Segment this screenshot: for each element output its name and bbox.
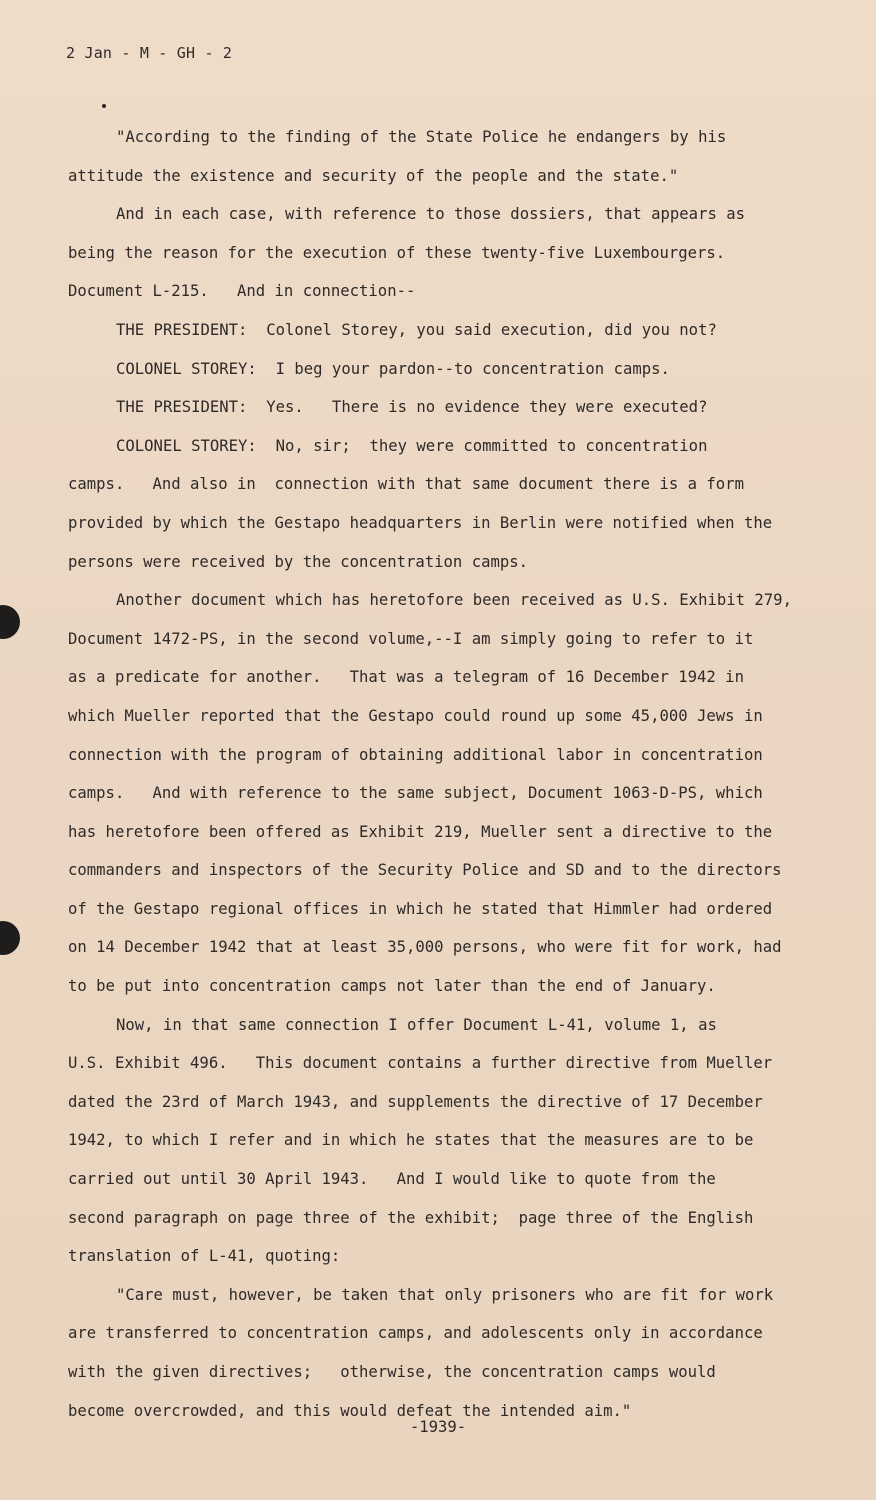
text-line: camps. And with reference to the same subject, Document 1063-D-PS, which — [68, 784, 763, 803]
text-line: Another document which has heretofore been received as U.S. Exhibit 279, — [116, 591, 792, 610]
quoted-text-line: are transferred to concentration camps, and adolescents only in accordance — [68, 1324, 763, 1343]
text-line: connection with the program of obtaining additional labor in concentration — [68, 745, 763, 764]
text-line: Document L-215. And in connection-- — [68, 282, 416, 301]
text-line: being the reason for the execution of these twenty-five Luxembourgers. — [68, 243, 726, 262]
text-line: second paragraph on page three of the exhibit; page three of the English — [68, 1208, 754, 1227]
speaker-line-president: THE PRESIDENT: Yes. There is no evidence they were executed? — [116, 398, 708, 417]
text-line: Now, in that same connection I offer Document L-41, volume 1, as — [116, 1015, 717, 1034]
speaker-line-president: THE PRESIDENT: Colonel Storey, you said execution, did you not? — [116, 320, 717, 339]
text-line: dated the 23rd of March 1943, and supplements the directive of 17 December — [68, 1092, 763, 1111]
text-line: attitude the existence and security of the people and the state." — [68, 166, 679, 185]
text-line: to be put into concentration camps not later than the end of January. — [68, 977, 716, 996]
text-line: on 14 December 1942 that at least 35,000 persons, who were fit for work, had — [68, 938, 782, 957]
text-line: U.S. Exhibit 496. This document contains a further directive from Mueller — [68, 1054, 773, 1073]
transcript-body — [68, 118, 828, 1430]
speaker-line-colonel-storey: COLONEL STOREY: No, sir; they were committed to concentration — [116, 436, 708, 455]
quoted-text-line: with the given directives; otherwise, the concentration camps would — [68, 1363, 716, 1381]
ink-speck — [102, 104, 106, 108]
text-line: translation of L-41, quoting: — [68, 1247, 341, 1266]
text-line: carried out until 30 April 1943. And I would like to quote from the — [68, 1170, 716, 1189]
quoted-text-line: become overcrowded, and this would defeat the intended aim." — [68, 1401, 632, 1420]
quoted-text-line: "Care must, however, be taken that only prisoners who are fit for work — [116, 1285, 774, 1304]
punch-hole-top — [0, 605, 20, 639]
text-line: Document 1472-PS, in the second volume,--I am simply going to refer to it — [68, 629, 754, 648]
page-number: -1939- — [409, 1418, 467, 1436]
text-line: as a predicate for another. That was a telegram of 16 December 1942 in — [68, 668, 744, 687]
text-line: "According to the finding of the State Police he endangers by his — [116, 128, 727, 146]
punch-hole-bottom — [0, 921, 20, 955]
text-line: 1942, to which I refer and in which he states that the measures are to be — [68, 1131, 754, 1150]
page-header-reference: 2 Jan - M - GH - 2 — [66, 44, 233, 62]
text-line: of the Gestapo regional offices in which he stated that Himmler had ordered — [68, 899, 773, 918]
text-line: has heretofore been offered as Exhibit 219, Mueller sent a directive to the — [68, 822, 773, 841]
text-line: provided by which the Gestapo headquarters in Berlin were notified when the — [68, 513, 773, 532]
text-line: And in each case, with reference to those dossiers, that appears as — [116, 205, 746, 224]
speaker-line-colonel-storey: COLONEL STOREY: I beg your pardon--to concentration camps. — [116, 359, 670, 378]
text-line: camps. And also in connection with that same document there is a form — [68, 475, 744, 494]
text-line: which Mueller reported that the Gestapo could round up some 45,000 Jews in — [68, 706, 763, 725]
text-line: commanders and inspectors of the Security Police and SD and to the directors — [68, 861, 782, 880]
text-line: persons were received by the concentration camps. — [68, 552, 529, 571]
